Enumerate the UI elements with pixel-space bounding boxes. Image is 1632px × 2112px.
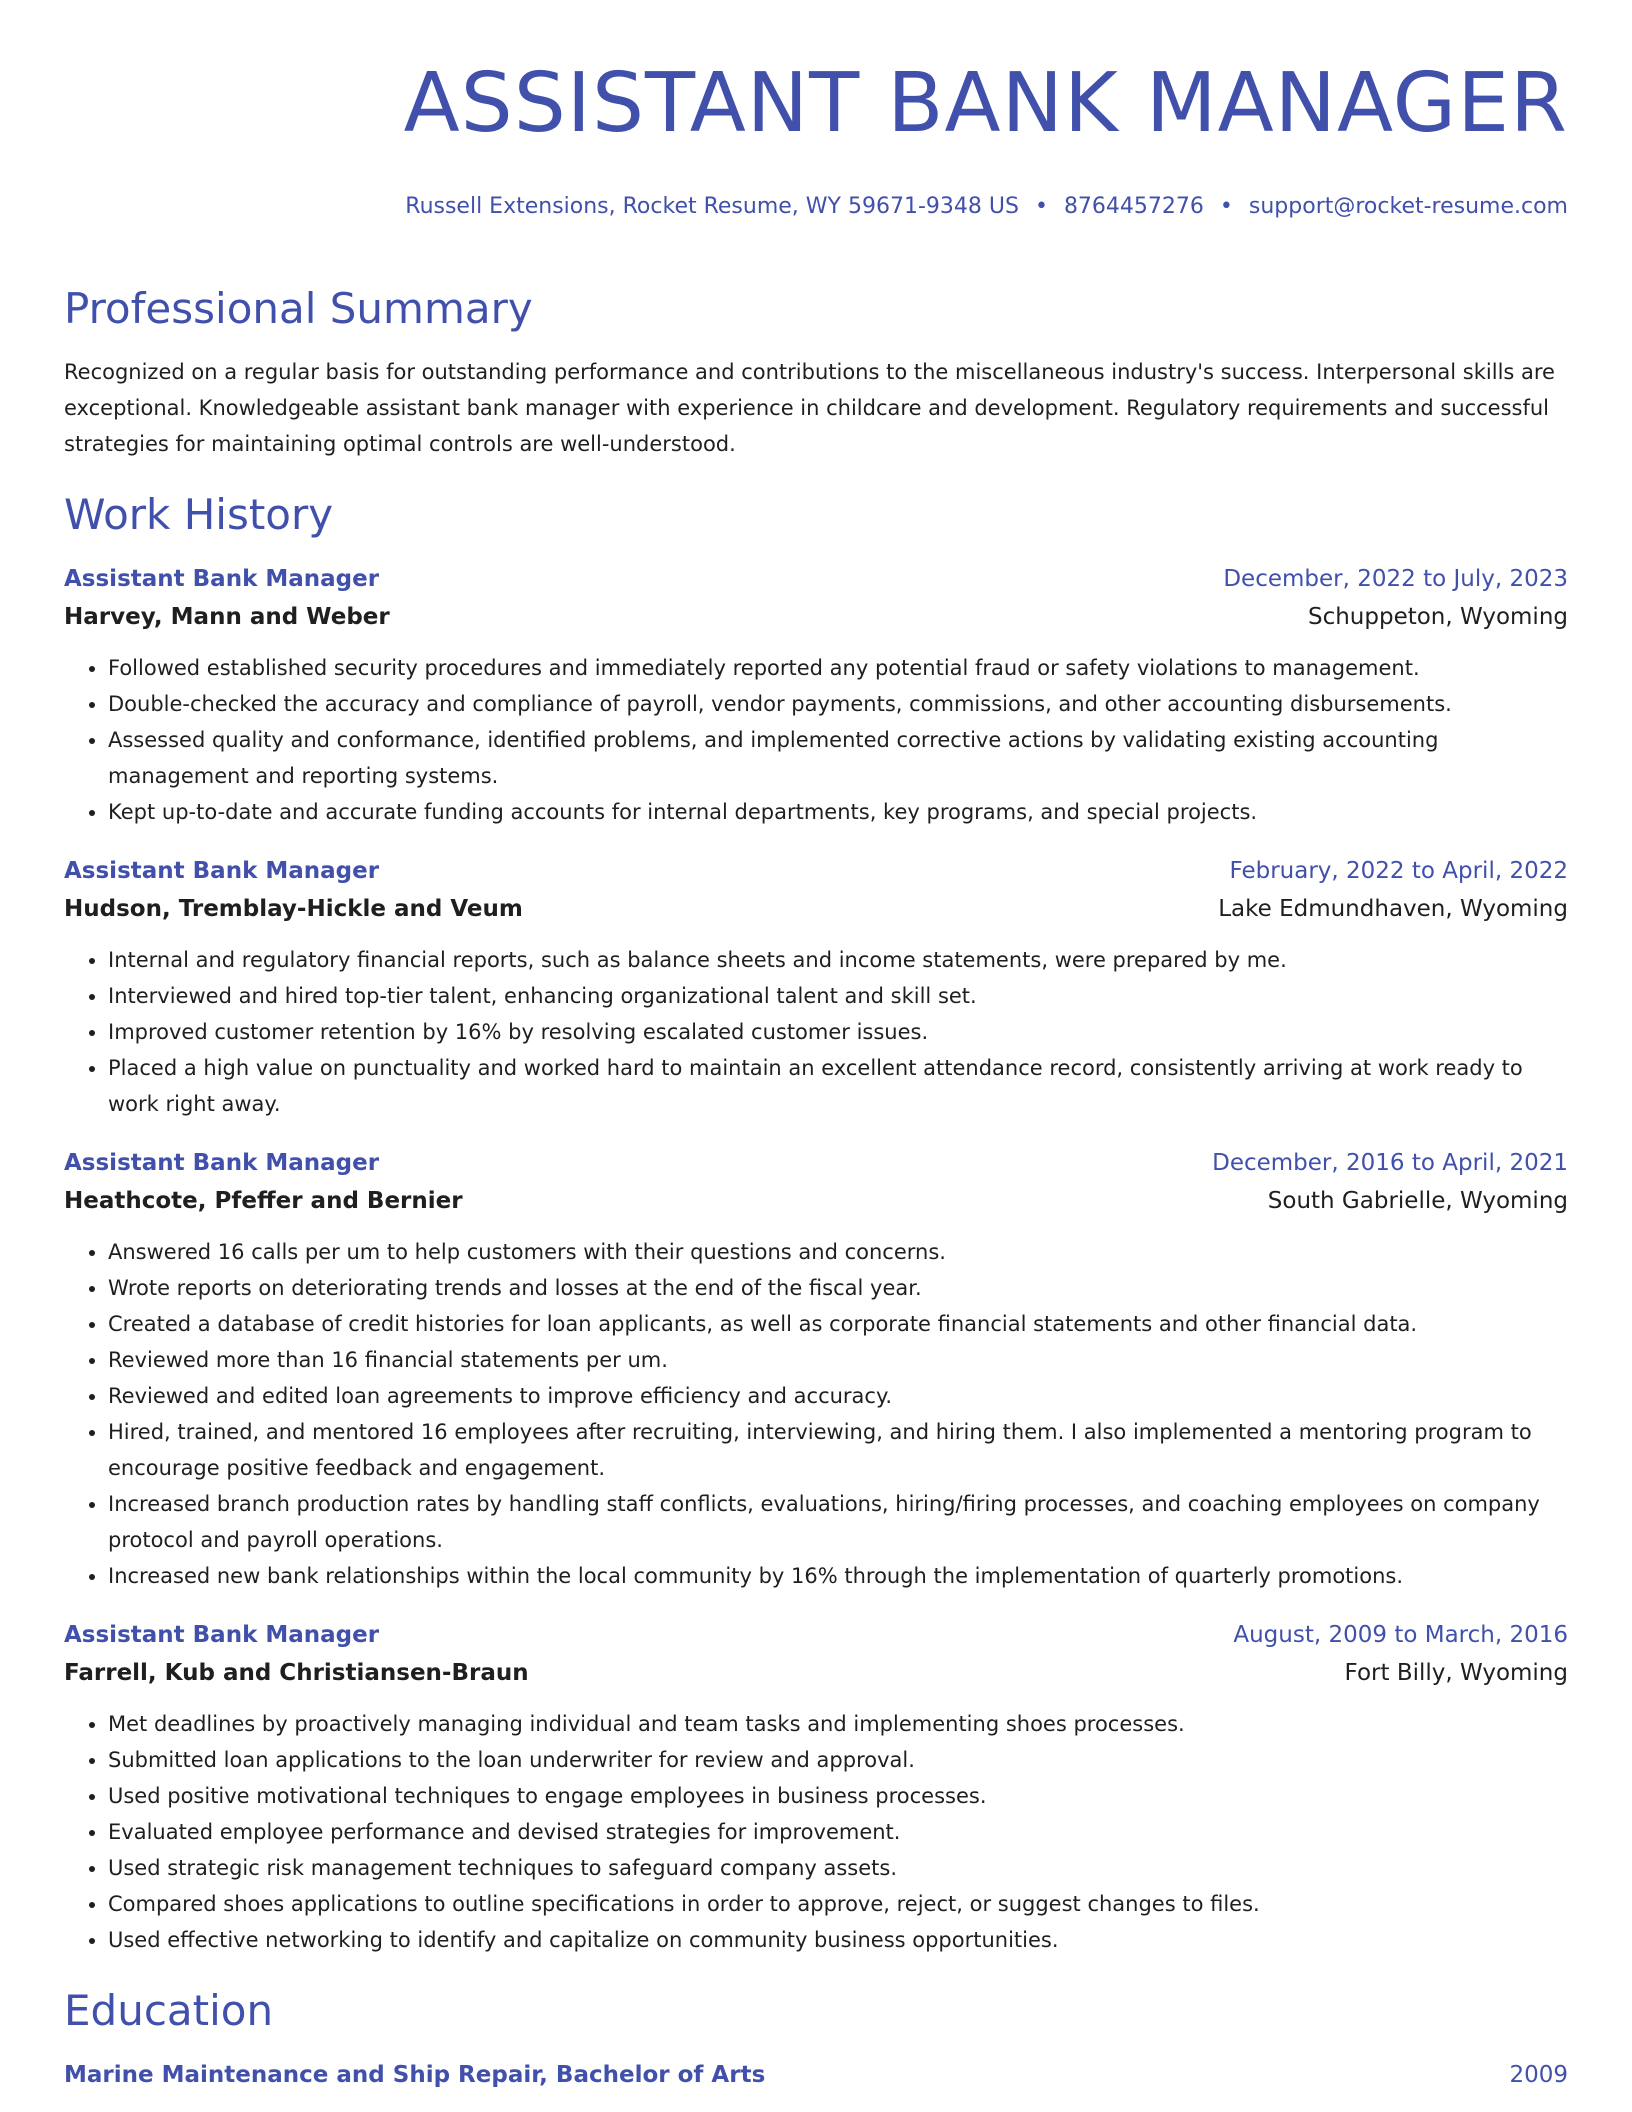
contact-line	[64, 192, 1568, 222]
education-year: 2009	[1509, 2062, 1568, 2088]
summary-heading: Professional Summary	[64, 284, 533, 333]
job-bullets	[64, 1234, 1568, 1594]
job-role: Assistant Bank Manager	[64, 858, 380, 884]
resume-page	[64, 0, 1568, 2094]
job-entry	[64, 560, 1568, 830]
list-item: • Used positive motivational techniques to engage employees in business processes.	[108, 1778, 1568, 1814]
phone-text: 8764457276	[1063, 194, 1204, 219]
job-entry	[64, 1616, 1568, 1958]
summary-text: Recognized on a regular basis for outstanding performance and contributions to the miscellaneous industry's success. Interpersonal skills are exceptional. Knowledgeable assistant bank manager with experience in childcare and development. Regulatory requirements and successful strategies for maintaining optimal controls are well-understood.	[64, 360, 1555, 456]
job-entry	[64, 852, 1568, 1122]
list-item: • Increased new bank relationships within the local community by 16% through the implementation of quarterly promotions.	[108, 1558, 1568, 1594]
list-item: • Used strategic risk management techniques to safeguard company assets.	[108, 1850, 1568, 1886]
email-link[interactable]: support@rocket-resume.com	[1248, 194, 1568, 219]
list-item: • Answered 16 calls per um to help customers with their questions and concerns.	[108, 1234, 1568, 1270]
list-item: • Increased branch production rates by handling staff conflicts, evaluations, hiring/firing processes, and coaching employees on company protocol and payroll operations.	[108, 1486, 1568, 1558]
page-title: ASSISTANT BANK MANAGER	[403, 56, 1568, 151]
work-history-heading: Work History	[64, 490, 334, 539]
list-item: • Followed established security procedures and immediately reported any potential fraud or safety violations to management.	[108, 650, 1568, 686]
list-item: • Compared shoes applications to outline specifications in order to approve, reject, or suggest changes to files.	[108, 1886, 1568, 1922]
list-item: • Used effective networking to identify and capitalize on community business opportunities.	[108, 1922, 1568, 1958]
job-dates: February, 2022 to April, 2022	[1229, 858, 1568, 884]
job-role: Assistant Bank Manager	[64, 1622, 380, 1648]
job-location: South Gabrielle, Wyoming	[1267, 1188, 1568, 1214]
job-location: Fort Billy, Wyoming	[1344, 1660, 1568, 1686]
job-dates: December, 2022 to July, 2023	[1223, 566, 1568, 592]
job-dates: December, 2016 to April, 2021	[1212, 1150, 1568, 1176]
job-location: Schuppeton, Wyoming	[1307, 604, 1568, 630]
job-company: Hudson, Tremblay-Hickle and Veum	[64, 896, 523, 922]
list-item: • Hired, trained, and mentored 16 employees after recruiting, interviewing, and hiring them. I also implemented a mentoring program to encourage positive feedback and engagement.	[108, 1414, 1568, 1486]
job-location: Lake Edmundhaven, Wyoming	[1218, 896, 1568, 922]
list-item: • Internal and regulatory financial reports, such as balance sheets and income statements, were prepared by me.	[108, 942, 1568, 978]
job-company: Farrell, Kub and Christiansen-Braun	[64, 1660, 529, 1686]
education-degree: Marine Maintenance and Ship Repair, Bachelor of Arts	[64, 2062, 766, 2088]
job-dates: August, 2009 to March, 2016	[1233, 1622, 1568, 1648]
job-role: Assistant Bank Manager	[64, 1150, 380, 1176]
list-item: • Wrote reports on deteriorating trends and losses at the end of the fiscal year.	[108, 1270, 1568, 1306]
list-item: • Double-checked the accuracy and compliance of payroll, vendor payments, commissions, and other accounting disbursements.	[108, 686, 1568, 722]
separator-dot: •	[1219, 194, 1233, 219]
address-text: Russell Extensions, Rocket Resume, WY 59671-9348 US	[405, 194, 1019, 219]
list-item: • Submitted loan applications to the loan underwriter for review and approval.	[108, 1742, 1568, 1778]
list-item: • Kept up-to-date and accurate funding accounts for internal departments, key programs, and special projects.	[108, 794, 1568, 830]
list-item: • Improved customer retention by 16% by resolving escalated customer issues.	[108, 1014, 1568, 1050]
list-item: • Created a database of credit histories for loan applicants, as well as corporate financial statements and other financial data.	[108, 1306, 1568, 1342]
separator-dot: •	[1034, 194, 1048, 219]
education-entry	[64, 2056, 1568, 2094]
list-item: • Interviewed and hired top-tier talent, enhancing organizational talent and skill set.	[108, 978, 1568, 1014]
job-entry	[64, 1144, 1568, 1594]
job-bullets	[64, 1706, 1568, 1958]
job-company: Heathcote, Pfeffer and Bernier	[64, 1188, 463, 1214]
list-item: • Placed a high value on punctuality and worked hard to maintain an excellent attendance record, consistently arriving at work ready to work right away.	[108, 1050, 1568, 1122]
list-item: • Evaluated employee performance and devised strategies for improvement.	[108, 1814, 1568, 1850]
list-item: • Reviewed and edited loan agreements to improve efficiency and accuracy.	[108, 1378, 1568, 1414]
job-role: Assistant Bank Manager	[64, 566, 380, 592]
list-item: • Met deadlines by proactively managing individual and team tasks and implementing shoes processes.	[108, 1706, 1568, 1742]
job-bullets	[64, 650, 1568, 830]
job-bullets	[64, 942, 1568, 1122]
education-heading: Education	[64, 1986, 274, 2035]
work-history-list	[64, 560, 1568, 1958]
list-item: • Reviewed more than 16 financial statements per um.	[108, 1342, 1568, 1378]
job-company: Harvey, Mann and Weber	[64, 604, 390, 630]
list-item: • Assessed quality and conformance, identified problems, and implemented corrective actions by validating existing accounting management and reporting systems.	[108, 722, 1568, 794]
